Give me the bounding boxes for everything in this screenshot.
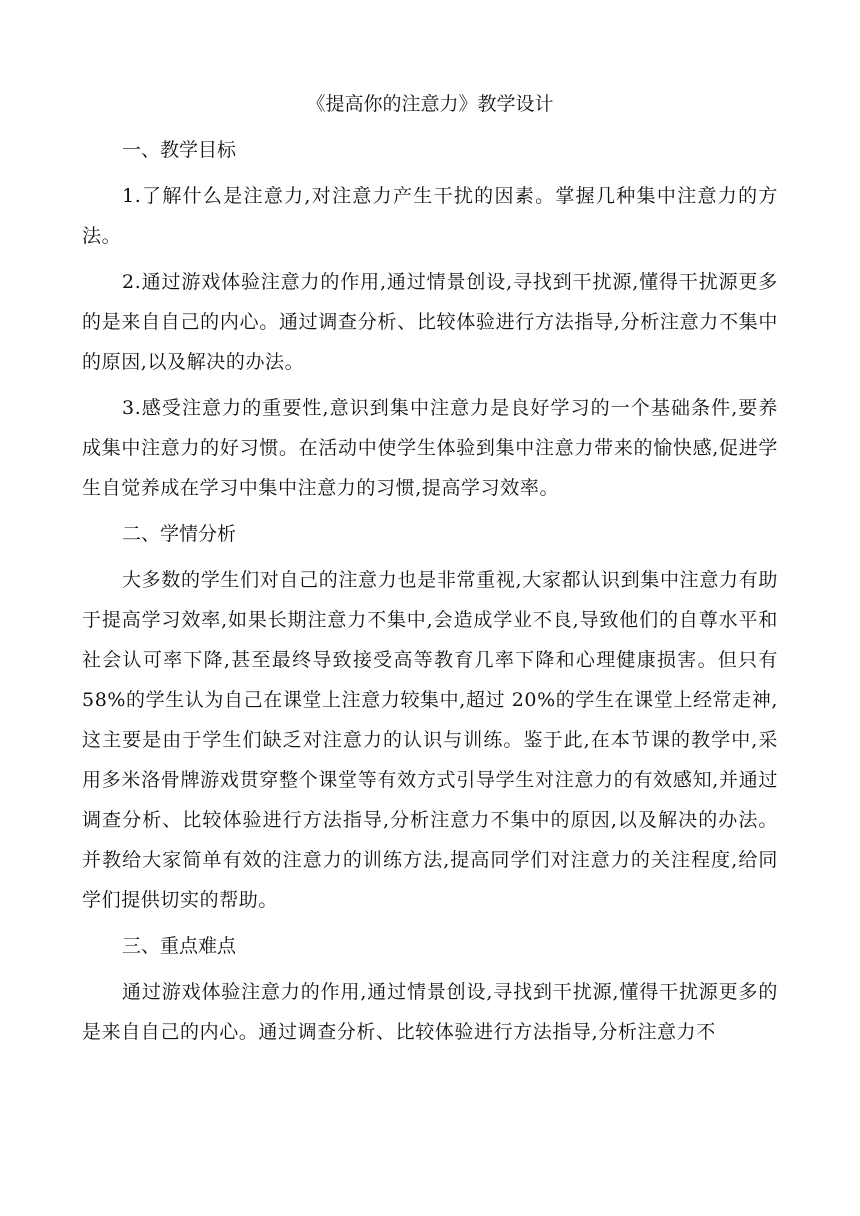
section-heading-analysis: 二、学情分析 bbox=[122, 523, 237, 545]
paragraph: 2.通过游戏体验注意力的作用,通过情景创设,寻找到干扰源,懂得干扰源更多的是来自自己的内心。通过调查分析、比较体验进行方法指导,分析注意力不集中的原因,以及解决的办法。 bbox=[82, 271, 778, 373]
document-page bbox=[82, 84, 778, 1052]
section-heading-key-points: 三、重点难点 bbox=[122, 935, 237, 957]
paragraph: 3.感受注意力的重要性,意识到集中注意力是良好学习的一个基础条件,要养成集中注意力的好习惯。在活动中使学生体验到集中注意力带来的愉快感,促进学生自觉养成在学习中集中注意力的习惯,提高学习效率。 bbox=[82, 397, 778, 499]
document-title: 《提高你的注意力》教学设计 bbox=[306, 93, 554, 115]
paragraph: 通过游戏体验注意力的作用,通过情景创设,寻找到干扰源,懂得干扰源更多的是来自自己的内心。通过调查分析、比较体验进行方法指导,分析注意力不 bbox=[82, 981, 778, 1043]
paragraph: 1.了解什么是注意力,对注意力产生干扰的因素。掌握几种集中注意力的方法。 bbox=[82, 185, 778, 247]
paragraph: 大多数的学生们对自己的注意力也是非常重视,大家都认识到集中注意力有助于提高学习效率,如果长期注意力不集中,会造成学业不良,导致他们的自尊水平和社会认可率下降,甚至最终导致接受高等教育几率下降和心理健康损害。但只有 58%的学生认为自己在课堂上注意力较集中,超过 20%的学生在课堂上经常走神,这主要是由于学生们缺乏对注意力的认识与训练。鉴于此,在本节课的教学中,采用多米洛骨牌游戏贯穿整个课堂等有效方式引导学生对注意力的有效感知,并通过调查分析、比较体验进行方法指导,分析注意力不集中的原因,以及解决的办法。并教给大家简单有效的注意力的训练方法,提高同学们对注意力的关注程度,给同学们提供切实的帮助。 bbox=[82, 569, 778, 911]
section-heading-objectives: 一、教学目标 bbox=[122, 139, 237, 161]
